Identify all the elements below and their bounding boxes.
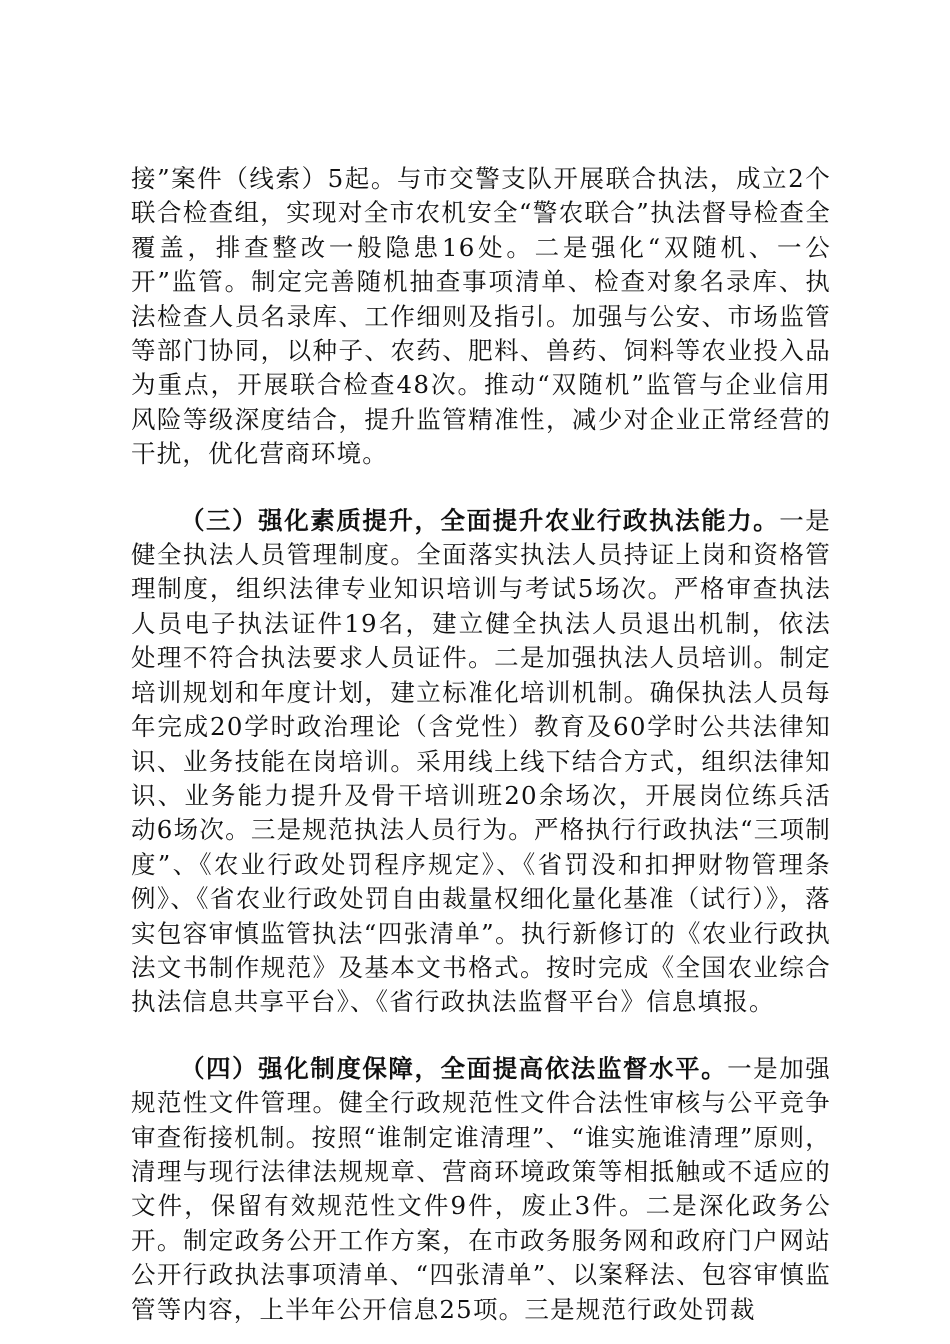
section-4-heading: （四）强化制度保障，全面提高依法监督水平。 [180,1053,728,1083]
paragraph-1-text: 接”案件（线索）5起。与市交警支队开展联合执法，成立2个联合检查组，实现对全市农机安全“警农联合”执法督导检查全覆盖，排查整改一般隐患16处。二是强化“双随机、一公开”监管。制定完善随机抽查事项清单、检查对象名录库、执法检查人员名录库、工作细则及指引。加强与公安、市场监管等部门协同，以种子、农药、肥料、兽药、饲料等农业投入品为重点，开展联合检查48次。推动“双随机”监管与企业信用风险等级深度结合，提升监管精准性，减少对企业正常经营的干扰，优化营商环境。 [131,164,831,469]
paragraph-3 [131,1052,831,1327]
paragraph-2-text: 一是健全执法人员管理制度。全面落实执法人员持证上岗和资格管理制度，组织法律专业知识培训与考试5场次。严格审查执法人员电子执法证件19名，建立健全执法人员退出机制，依法处理不符合执法要求人员证件。二是加强执法人员培训。制定培训规划和年度计划，建立标准化培训机制。确保执法人员每年完成20学时政治理论（含党性）教育及60学时公共法律知识、业务技能在岗培训。采用线上线下结合方式，组织法律知识、业务能力提升及骨干培训班20余场次，开展岗位练兵活动6场次。三是规范执法人员行为。严格执行行政执法“三项制度”、《农业行政处罚程序规定》、《省罚没和扣押财物管理条例》、《省农业行政处罚自由裁量权细化量化基准（试行）》，落实包容审慎监管执法“四张清单”。执行新修订的《农业行政执法文书制作规范》及基本文书格式。按时完成《全国农业综合执法信息共享平台》、《省行政执法监督平台》信息填报。 [131,505,831,1017]
document-page [131,162,831,1327]
paragraph-3-text: 一是加强规范性文件管理。健全行政规范性文件合法性审核与公平竞争审查衔接机制。按照“谁制定谁清理”、“谁实施谁清理”原则，清理与现行法律法规规章、营商环境政策等相抵触或不适应的文件，保留有效规范性文件9件，废止3件。二是深化政务公开。制定政务公开工作方案，在市政务服务网和政府门户网站公开行政执法事项清单、“四张清单”、以案释法、包容审慎监管等内容，上半年公开信息25项。三是规范行政处罚裁 [131,1053,831,1324]
paragraph-2 [131,504,831,1020]
section-3-heading: （三）强化素质提升，全面提升农业行政执法能力。 [180,505,780,535]
paragraph-1 [131,162,831,472]
